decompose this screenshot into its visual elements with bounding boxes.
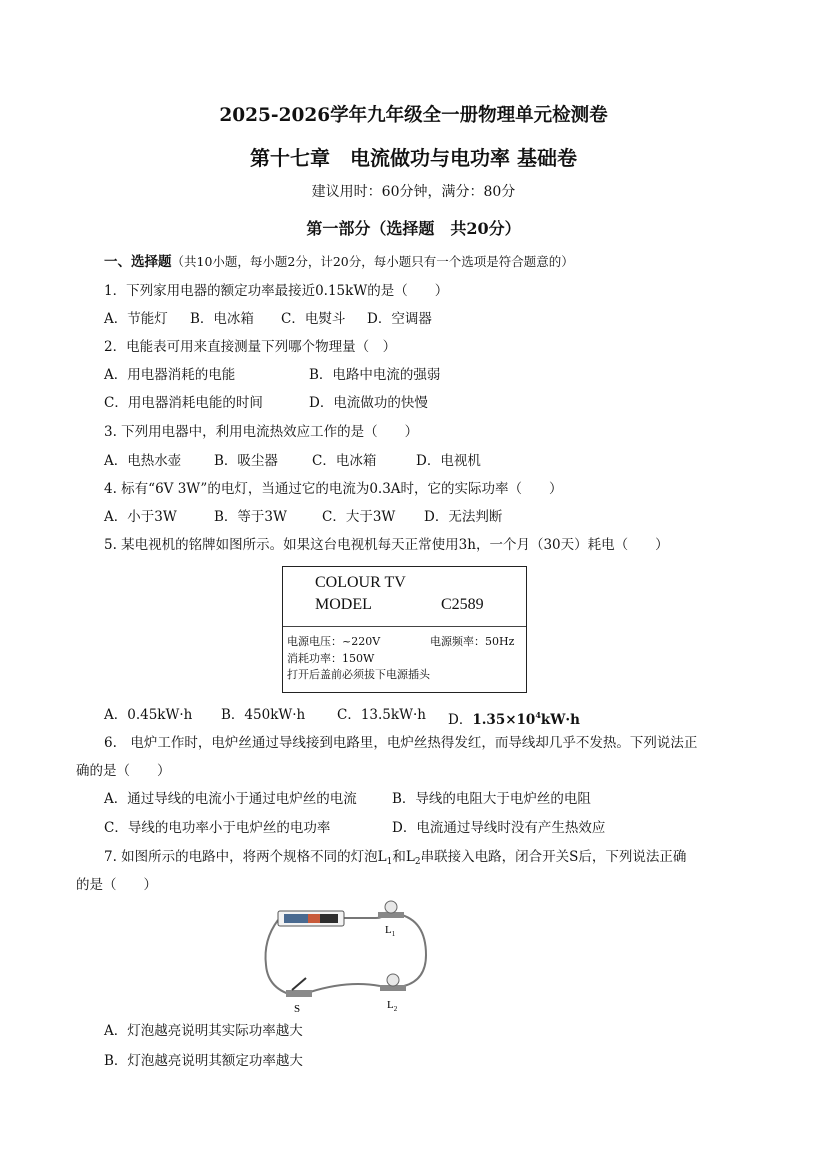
q4-option-b: B．等于3W: [214, 509, 287, 525]
plate-notice: 打开后盖前必须拔下电源插头: [287, 668, 430, 681]
q5-option-a: A．0.45kW·h: [104, 707, 193, 723]
q1-option-a: A．节能灯: [104, 311, 168, 327]
q7-lamp-l1-sub: 1: [386, 857, 393, 867]
q5-option-c: C．13.5kW·h: [337, 707, 426, 723]
circuit-wire-left: [266, 920, 297, 996]
q5-option-d: [448, 706, 580, 729]
q6-option-b: B．导线的电阻大于电炉丝的电阻: [392, 791, 591, 807]
circuit-diagram: [258, 900, 438, 1020]
q3-option-b: B．吸尘器: [214, 453, 278, 469]
q5-option-d-exponent: 4: [535, 710, 541, 720]
q1-option-c: C．电熨斗: [281, 311, 346, 327]
q6-stem-line1: 6. 电炉工作时，电炉丝通过导线接到电路里，电炉丝热得发红，而导线却几乎不发热。下列说法正: [104, 735, 698, 751]
q2-stem: 2．电能表可用来直接测量下列哪个物理量（ ）: [104, 339, 397, 355]
q5-option-d-value: 1.35×10: [472, 712, 536, 728]
lamp-l1-label: $L_1$: [385, 924, 396, 938]
q1-option-b: B．电冰箱: [190, 311, 254, 327]
q5-option-b: B．450kW·h: [221, 707, 306, 723]
q7-lamp-l2: L: [405, 849, 415, 865]
q3-option-d: D．电视机: [416, 453, 481, 469]
section-label: 一、选择题: [104, 254, 172, 270]
lamp-l2-icon: [380, 974, 406, 991]
plate-frequency: 电源频率：50Hz: [430, 635, 515, 648]
lamp-l1-icon: [378, 901, 404, 918]
q6-option-c: C．导线的电功率小于电炉丝的电功率: [104, 820, 331, 836]
switch-icon: [286, 978, 312, 997]
q6-stem-line2: 确的是（ ）: [76, 763, 171, 779]
q2-option-d: D．电流做功的快慢: [309, 395, 428, 411]
q7-stem-post: 串联接入电路，闭合开关S后，下列说法正确: [420, 849, 687, 865]
q5-option-d-prefix: D．: [448, 712, 473, 728]
lamp-l2-label: $L_2$: [387, 999, 398, 1013]
battery-icon: [278, 911, 344, 926]
q7-stem-line2: 的是（ ）: [76, 877, 157, 893]
q7-stem-pre: 7. 如图所示的电路中，将两个规格不同的灯泡: [104, 849, 378, 865]
section-heading: [104, 253, 574, 271]
section-desc: （共10小题，每小题2分，计20分，每小题只有一个选项是符合题意的）: [171, 254, 574, 269]
plate-product: COLOUR TV: [315, 574, 406, 591]
q2-option-c: C．用电器消耗电能的时间: [104, 395, 263, 411]
switch-label: S: [294, 1003, 301, 1015]
plate-model-label: MODEL: [315, 596, 372, 613]
q5-stem: 5. 某电视机的铭牌如图所示。如果这台电视机每天正常使用3h，一个月（30天）耗电（ ）: [104, 537, 669, 553]
q7-lamp-l1: L: [377, 849, 387, 865]
circuit-wire-right: [398, 914, 426, 986]
exam-title: 2025-2026学年九年级全一册物理单元检测卷: [219, 105, 608, 126]
q6-option-d: D．电流通过导线时没有产生热效应: [392, 820, 606, 836]
q4-option-d: D．无法判断: [424, 509, 503, 525]
q5-option-d-unit: kW·h: [540, 712, 580, 728]
plate-model-value: C2589: [441, 596, 484, 613]
q7-stem-line1: [104, 848, 686, 871]
q4-option-a: A．小于3W: [104, 509, 177, 525]
q7-lamp-l2-sub: 2: [414, 857, 421, 867]
plate-power: 消耗功率：150W: [287, 652, 375, 665]
q4-option-c: C．大于3W: [322, 509, 396, 525]
circuit-wire-bottom: [310, 984, 380, 992]
q7-option-b: B．灯泡越亮说明其额定功率越大: [104, 1053, 303, 1069]
plate-voltage: 电源电压：~220V: [287, 635, 381, 648]
q3-option-c: C．电冰箱: [312, 453, 377, 469]
q3-option-a: A．电热水壶: [104, 453, 182, 469]
q1-option-d: D．空调器: [367, 311, 432, 327]
q7-and: 和: [392, 849, 406, 865]
q2-option-a: A．用电器消耗的电能: [104, 367, 236, 383]
q1-stem: 1．下列家用电器的额定功率最接近0.15kW的是（ ）: [104, 283, 449, 299]
q3-stem: 3. 下列用电器中，利用电流热效应工作的是（ ）: [104, 424, 419, 440]
time-note: 建议用时：60分钟，满分：80分: [311, 184, 516, 200]
part-heading: 第一部分（选择题 共20分）: [306, 219, 521, 238]
q6-option-a: A．通过导线的电流小于通过电炉丝的电流: [104, 791, 357, 807]
q4-stem: 4. 标有“6V 3W”的电灯，当通过它的电流为0.3A时，它的实际功率（ ）: [104, 481, 563, 497]
q7-option-a: A．灯泡越亮说明其实际功率越大: [104, 1023, 303, 1039]
plate-divider: [283, 626, 526, 627]
chapter-title: 第十七章 电流做功与电功率 基础卷: [250, 146, 577, 170]
q2-option-b: B．电路中电流的强弱: [309, 367, 441, 383]
tv-nameplate-figure: [282, 566, 527, 693]
